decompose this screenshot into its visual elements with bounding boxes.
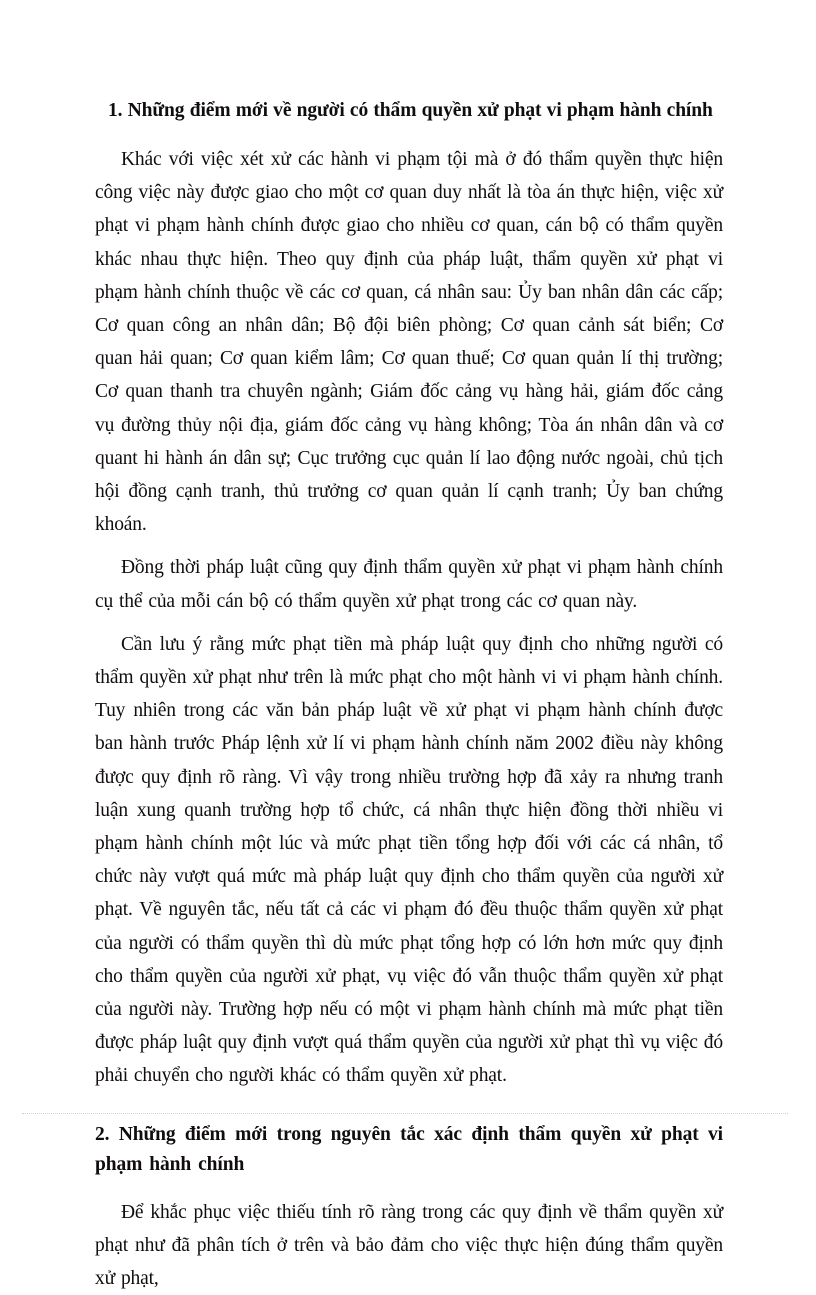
section-heading-2: 2. Những điểm mới trong nguyên tắc xác định thẩm quyền xử phạt vi phạm hành chính <box>95 1123 723 1175</box>
spacer <box>95 126 723 143</box>
paragraph: Để khắc phục việc thiếu tính rõ ràng trong các quy định về thẩm quyền xử phạt như đã phân tích ở trên và bảo đảm cho việc thực hiện đúng thẩm quyền xử phạt, <box>95 1201 723 1290</box>
spacer <box>95 1180 723 1196</box>
paragraph: Đồng thời pháp luật cũng quy định thẩm quyền xử phạt vi phạm hành chính cụ thể của mỗi cán bộ có thẩm quyền xử phạt trong các cơ quan này. <box>95 557 723 612</box>
spacer <box>95 1093 723 1120</box>
spacer <box>95 618 723 628</box>
document-body <box>95 96 723 1295</box>
scan-edge-artifact <box>22 1113 788 1115</box>
spacer <box>95 541 723 551</box>
paragraph: Cần lưu ý rằng mức phạt tiền mà pháp luật quy định cho những người có thẩm quyền xử phạt như trên là mức phạt cho một hành vi vi phạm hành chính. Tuy nhiên trong các văn bản pháp luật về xử phạt vi phạm hành chính được ban hành trước Pháp lệnh xử lí vi phạm hành chính năm 2002 điều này không được quy định rõ ràng. Vì vậy trong nhiều trường hợp đã xảy ra nhưng tranh luận xung quanh trường hợp tổ chức, cá nhân thực hiện đồng thời nhiều vi phạm hành chính một lúc và mức phạt tiền tổng hợp đối với các cá nhân, tổ chức này vượt quá mức mà pháp luật quy định cho thẩm quyền của người xử phạt. Về nguyên tắc, nếu tất cả các vi phạm đó đều thuộc thẩm quyền xử phạt của người có thẩm quyền thì dù mức phạt tổng hợp có lớn hơn mức quy định cho thẩm quyền của người xử phạt, vụ việc đó vẫn thuộc thẩm quyền xử phạt của người này. Trường hợp nếu có một vi phạm hành chính mà mức phạt tiền được pháp luật quy định vượt quá thẩm quyền của người xử phạt thì vụ việc đó phải chuyển cho người khác có thẩm quyền xử phạt. <box>95 633 723 1087</box>
paragraph: Khác với việc xét xử các hành vi phạm tội mà ở đó thẩm quyền thực hiện công việc này được giao cho một cơ quan duy nhất là tòa án thực hiện, việc xử phạt vi phạm hành chính được giao cho nhiều cơ quan, cán bộ có thẩm quyền khác nhau thực hiện. Theo quy định của pháp luật, thẩm quyền xử phạt vi phạm hành chính thuộc về các cơ quan, cá nhân sau: Ủy ban nhân dân các cấp; Cơ quan công an nhân dân; Bộ đội biên phòng; Cơ quan cảnh sát biển; Cơ quan hải quan; Cơ quan kiểm lâm; Cơ quan thuế; Cơ quan quản lí thị trường; Cơ quan thanh tra chuyên ngành; Giám đốc cảng vụ hàng hải, giám đốc cảng vụ đường thủy nội địa, giám đốc cảng vụ hàng không; Tòa án nhân dân và cơ quant hi hành án dân sự; Cục trưởng cục quản lí lao động nước ngoài, chủ tịch hội đồng cạnh tranh, thủ trưởng cơ quan quản lí cạnh tranh; Ủy ban chứng khoán. <box>95 149 723 536</box>
section-heading-1: 1. Những điểm mới về người có thẩm quyền xử phạt vi phạm hành chính <box>108 100 713 121</box>
